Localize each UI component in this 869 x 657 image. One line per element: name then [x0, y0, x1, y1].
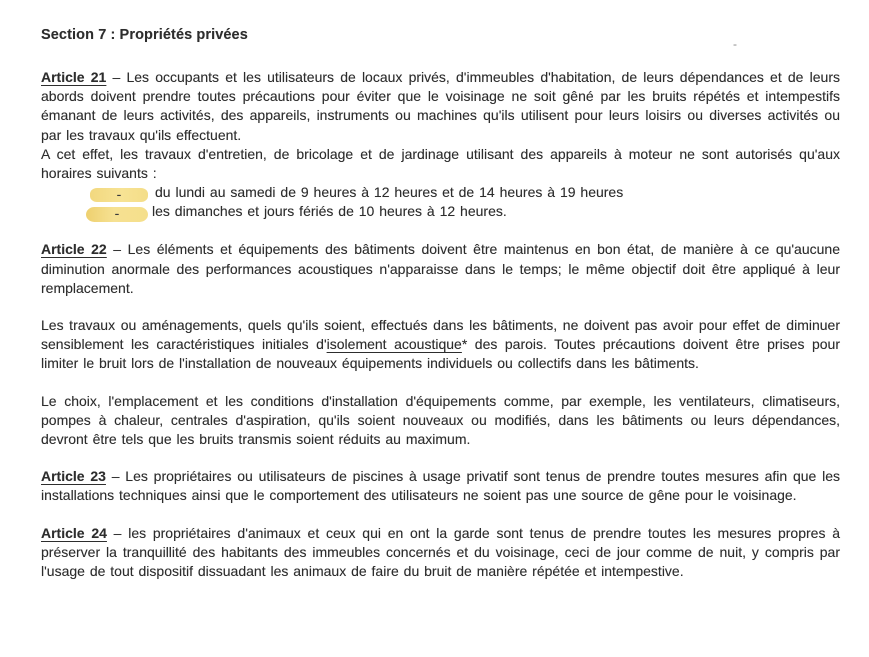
article-23-label: Article 23 — [41, 468, 106, 485]
schedule-item-sundays — [90, 202, 840, 222]
article-21-schedule-list — [41, 183, 840, 222]
article-24-label: Article 24 — [41, 524, 107, 541]
article-22-text: Les éléments et équipements des bâtiments doivent être maintenus en bon état, de manière à ce qu'aucune diminution anormale des performances acoustiques n'apparaisse dans le temps; le même objectif doit être appliqué à leur remplacement. — [41, 241, 840, 296]
scan-artifact-mark: - — [733, 37, 737, 51]
highlighter-mark: - — [86, 207, 148, 222]
article-23-separator: – — [105, 468, 126, 485]
section-title: Section 7 : Propriétés privées — [41, 27, 248, 43]
article-21-label: Article 21 — [41, 69, 107, 85]
article-22-separator: – — [106, 241, 128, 258]
article-21-separator: – — [106, 69, 127, 85]
article-23-text: Les propriétaires ou utilisateurs de piscines à usage privatif sont tenus de prendre toutes mesures afin que les installations techniques ainsi que le comportement des utilisateurs ne soient pas une source de gêne pour le voisinage. — [41, 468, 840, 504]
schedule-item-text: les dimanches et jours fériés de 10 heures à 12 heures. — [152, 203, 507, 220]
highlighter-mark: - — [90, 188, 148, 202]
equipment-text: Le choix, l'emplacement et les conditions d'installation d'équipements comme, par exemple, les ventilateurs, climatiseurs, pompes à chaleur, centrales d'aspiration, qu'ils soient nouveaux ou modifiés, dans les bâtiments ou leurs dépendances, devront être tels que les bruits transmis soient réduits au maximum. — [41, 392, 840, 448]
article-24-paragraph — [41, 524, 840, 582]
schedule-item-weekdays — [90, 183, 840, 202]
works-text-after: des parois. Toutes précautions doivent être prises pour limiter le bruit lors de l'installation de nouveaux équipements individuels ou collectifs dans les bâtiments. — [41, 336, 841, 372]
schedule-item-text: du lundi au samedi de 9 heures à 12 heures et de 14 heures à 19 heures — [155, 184, 624, 201]
article-24-text: les propriétaires d'animaux et ceux qui en ont la garde sont tenus de prendre toutes les mesures propres à préserver la tranquillité des habitants des immeubles concernés et du voisinage, ceci de jour comme de nuit, y compris par l'usage de tout dispositif dissuadant les animaux de faire du bruit de manière répétée et intempestive. — [41, 524, 840, 580]
works-text-before: Les travaux ou aménagements, quels qu'ils soient, effectués dans les bâtiments, ne doivent pas avoir pour effet de diminuer sensiblement les caractéristiques initiales d' — [41, 317, 840, 353]
asterisk-marker: * — [461, 336, 468, 353]
article-22-label: Article 22 — [41, 241, 107, 258]
article-21-text: Les occupants et les utilisateurs de locaux privés, d'immeubles d'habitation, de leurs dépendances et de leurs abords doivent prendre toutes précautions pour éviter que le voisinage ne soit gêné par les bruits répétés et intempestifs émanant de leurs activités, des appareils, instruments ou machines qu'ils utilisent pour leurs loisirs ou diverses activités ou par les travaux qu'ils effectuent. — [41, 69, 840, 143]
article-22-equipment-paragraph — [41, 392, 840, 450]
article-24-separator: – — [106, 524, 129, 541]
article-22-paragraph — [41, 240, 840, 298]
underlined-term-isolement-acoustique: isolement acoustique — [326, 336, 462, 353]
document-page — [41, 27, 840, 581]
article-21-paragraph — [41, 68, 840, 183]
article-21-second-sentence: A cet effet, les travaux d'entretien, de bricolage et de jardinage utilisant des appareils à moteur ne sont autorisés qu'aux horaires suivants : — [41, 145, 840, 182]
article-22-works-paragraph — [41, 316, 840, 374]
article-23-paragraph — [41, 467, 840, 505]
